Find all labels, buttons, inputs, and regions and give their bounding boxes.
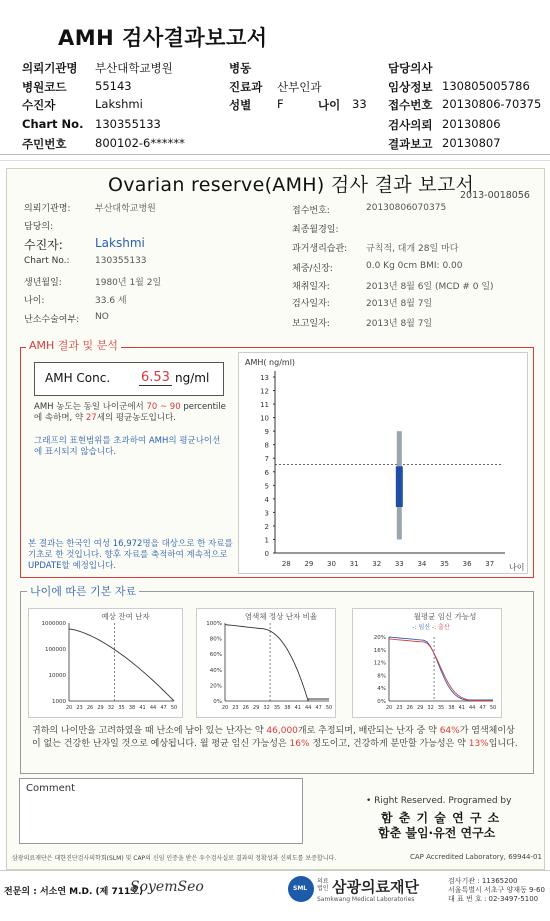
data-source-note: 본 결과는 한국인 여성 16,972명을 대상으로 한 자료를 기초로 한 것입니다. 향후 자료를 축적하여 계속적으로 UPDATE할 예정입니다. bbox=[28, 539, 233, 571]
x-tick-label: 41 bbox=[458, 705, 465, 711]
info-label: 체중/신장: bbox=[292, 264, 333, 274]
amh-value: 6.53 bbox=[141, 370, 170, 385]
x-tick-label: 37 bbox=[485, 560, 495, 568]
y-tick-label: 13 bbox=[260, 374, 269, 382]
y-tick-label: 9 bbox=[264, 428, 269, 437]
header-value: 20130807 bbox=[442, 136, 501, 150]
company-info bbox=[448, 877, 545, 904]
y-tick-label: 100% bbox=[206, 621, 222, 627]
company-info-line: 검사기관 : 11365200 bbox=[448, 877, 518, 885]
info-label: 난소수술여부: bbox=[24, 315, 80, 325]
header-value: 20130806 bbox=[442, 117, 501, 131]
info-value: 1980년 1월 2일 bbox=[95, 278, 162, 288]
y-tick-label: 12 bbox=[260, 387, 269, 396]
x-tick-label: 32 bbox=[372, 560, 382, 568]
amh-result-box bbox=[34, 362, 224, 396]
info-label: 나이: bbox=[24, 296, 45, 306]
header-label: 담당의사 bbox=[388, 61, 433, 75]
header-value: Lakshmi bbox=[95, 97, 143, 111]
y-tick-label: 1000 bbox=[52, 699, 66, 705]
mini-chart-eggs-container bbox=[28, 608, 183, 718]
footer-cap: CAP Accredited Laboratory, 69944-01 bbox=[410, 853, 542, 861]
y-tick-label: 40% bbox=[209, 667, 222, 674]
x-tick-label: 41 bbox=[139, 705, 146, 711]
header-label: 임상정보 bbox=[388, 80, 433, 94]
x-tick-label: 20 bbox=[221, 705, 229, 711]
info-value: Lakshmi bbox=[95, 236, 145, 250]
y-tick-label: 20% bbox=[209, 683, 222, 690]
header-value: 130805005786 bbox=[442, 79, 530, 93]
header-label: Chart No. bbox=[22, 117, 84, 131]
header-label: 병원코드 bbox=[22, 80, 67, 94]
info-label: 의뢰기관명: bbox=[24, 204, 71, 214]
header-label: 결과보고 bbox=[388, 137, 433, 151]
x-axis-label: 나이 bbox=[509, 563, 525, 572]
basic-data-title: 나이에 따른 기본 자료 bbox=[27, 583, 139, 599]
info-label: 최종월경일: bbox=[292, 225, 339, 235]
y-tick-label: 100000 bbox=[45, 647, 66, 653]
header-label: 접수번호 bbox=[388, 98, 433, 112]
info-label: 과거생리습관: bbox=[292, 244, 348, 254]
y-tick-label: 10 bbox=[260, 414, 269, 423]
company-info-line: 대 표 번 호 : 02-3497-5100 bbox=[448, 895, 539, 903]
info-label: 수진자: bbox=[24, 238, 63, 252]
header-label: 의뢰기관명 bbox=[22, 61, 78, 75]
comment-label: Comment bbox=[26, 783, 75, 794]
mini-chart-title: 월평균 임신 가능성 bbox=[413, 612, 477, 621]
x-tick-label: 41 bbox=[294, 705, 301, 711]
x-tick-label: 32 bbox=[427, 705, 434, 711]
amh-chart-container bbox=[238, 352, 528, 574]
info-value: 130355133 bbox=[95, 256, 147, 266]
y-tick-label: 0% bbox=[213, 699, 222, 705]
mini-chart-eggs bbox=[29, 609, 184, 719]
x-tick-label: 35 bbox=[118, 705, 125, 711]
x-tick-label: 44 bbox=[469, 705, 476, 711]
x-tick-label: 44 bbox=[149, 705, 157, 711]
x-tick-label: 35 bbox=[273, 705, 281, 711]
y-axis-label: AMH( ng/ml) bbox=[245, 358, 296, 367]
x-tick-label: 44 bbox=[305, 705, 312, 711]
header-value: 55143 bbox=[95, 79, 132, 93]
basic-summary: 귀하의 나이만을 고려하였을 때 난소에 남아 있는 난자는 약 46,000개로 추정되며, 배란되는 난자 중 약 64%가 염색체이상이 없는 건강한 난자일 것으로 예상됩니다. 월 평균 임신 가능성은 16% 정도이고, 건강하게 분만할 가능성은 약 13%입니다. bbox=[32, 726, 518, 749]
x-tick-label: 47 bbox=[160, 705, 167, 711]
header-value: 800102-6****** bbox=[95, 136, 185, 150]
x-tick-label: 38 bbox=[284, 705, 291, 711]
divider bbox=[0, 160, 550, 161]
x-tick-label: 33 bbox=[394, 560, 404, 568]
info-label: 접수번호: bbox=[292, 206, 330, 216]
y-tick-label: 80% bbox=[209, 636, 222, 643]
info-label: 담당의: bbox=[24, 222, 54, 232]
y-tick-label: 4 bbox=[264, 495, 269, 504]
x-tick-label: 26 bbox=[242, 705, 249, 711]
y-tick-label: 60% bbox=[209, 652, 222, 659]
mini-chart-normal bbox=[197, 609, 337, 719]
normal-line bbox=[225, 625, 329, 701]
comment-box bbox=[19, 778, 303, 844]
y-tick-label: 20% bbox=[373, 635, 386, 641]
x-tick-label: 35 bbox=[440, 560, 449, 568]
info-value: 부산대학교병원 bbox=[95, 204, 156, 214]
company-prefix: 의료 법인 bbox=[317, 878, 329, 892]
info-value: 20130806070375 bbox=[366, 203, 447, 213]
y-tick-label: 1 bbox=[264, 536, 269, 545]
x-tick-label: 38 bbox=[128, 705, 136, 711]
info-value: 33.6 세 bbox=[95, 296, 127, 306]
amh-description-note: 그래프의 표현범위를 초과하여 AMH의 평균나이선에 표시되지 않습니다. bbox=[34, 436, 221, 457]
header-label: 병동 bbox=[229, 61, 252, 75]
header-label: 검사의뢰 bbox=[388, 118, 433, 132]
eggs-line bbox=[69, 629, 174, 701]
legend: -: 임신 -: 출산 bbox=[412, 624, 450, 631]
info-value: 규칙적, 대개 28일 마다 bbox=[366, 244, 459, 254]
x-tick-label: 31 bbox=[349, 560, 359, 568]
header-label: 진료과 bbox=[229, 80, 263, 94]
mini-chart-normal-container bbox=[196, 608, 336, 718]
report-title: Ovarian reserve(AMH) 검사 결과 보고서 bbox=[108, 174, 475, 196]
info-label: Chart No.: bbox=[24, 256, 70, 266]
x-tick-label: 20 bbox=[65, 705, 73, 711]
y-tick-label: 2 bbox=[264, 522, 269, 531]
x-tick-label: 20 bbox=[385, 705, 393, 711]
info-value: 2013년 8월 6일 (MCD # 0 일) bbox=[366, 282, 494, 292]
header-value: 산부인과 bbox=[277, 80, 322, 94]
mini-chart-title: 염색체 정상 난자 비율 bbox=[244, 612, 318, 621]
x-tick-label: 47 bbox=[479, 705, 486, 711]
info-label: 채취일자: bbox=[292, 282, 330, 292]
info-label: 생년월일: bbox=[24, 278, 62, 288]
y-tick-label: 8% bbox=[377, 673, 386, 680]
x-tick-label: 50 bbox=[170, 705, 178, 711]
divider bbox=[0, 154, 550, 155]
lab-name-1: 함 춘 기 술 연 구 소 bbox=[381, 811, 501, 825]
company-english: Samkwang Medical Laboratories bbox=[317, 896, 415, 903]
x-tick-label: 29 bbox=[417, 705, 424, 711]
rights-text: • Right Reserved. Programed by bbox=[366, 796, 512, 806]
y-tick-label: 5 bbox=[264, 482, 269, 491]
mini-chart-title: 예상 잔여 난자 bbox=[101, 612, 150, 621]
lab-name-2: 함춘 불임·유전 연구소 bbox=[378, 826, 496, 840]
y-tick-label: 6 bbox=[264, 468, 269, 477]
x-tick-label: 29 bbox=[253, 705, 260, 711]
x-tick-label: 47 bbox=[315, 705, 322, 711]
x-tick-label: 35 bbox=[437, 705, 445, 711]
amh-label: AMH Conc. bbox=[45, 371, 111, 385]
info-value: NO bbox=[95, 312, 109, 322]
info-value: 2013년 8월 7일 bbox=[366, 299, 433, 309]
doctor-signature: SoyemSeo bbox=[130, 879, 204, 895]
company-info-line: 서울특별시 서초구 양재동 9-60 bbox=[448, 886, 545, 894]
x-tick-label: 36 bbox=[462, 560, 472, 568]
x-tick-label: 28 bbox=[281, 560, 291, 568]
y-tick-label: 4% bbox=[377, 686, 386, 693]
x-tick-label: 50 bbox=[325, 705, 333, 711]
y-tick-label: 11 bbox=[260, 401, 269, 410]
mini-chart-pregnancy-container bbox=[352, 608, 502, 718]
header-label: 수진자 bbox=[22, 98, 56, 112]
amh-description: AMH 농도는 동일 나이군에서 70 ~ 90 percentile에 속하며, 약 27세의 평균농도입니다. bbox=[34, 402, 226, 423]
x-tick-label: 23 bbox=[76, 705, 83, 711]
y-tick-label: 16% bbox=[373, 647, 386, 654]
y-tick-label: 12% bbox=[373, 660, 386, 667]
y-tick-label: 3 bbox=[264, 509, 269, 518]
mini-chart-pregnancy bbox=[353, 609, 503, 719]
header-label: 나이 bbox=[318, 98, 341, 112]
amh-unit: ng/ml bbox=[175, 371, 210, 385]
x-tick-label: 26 bbox=[406, 705, 413, 711]
header-value: 33 bbox=[352, 97, 367, 111]
y-tick-label: 1000000 bbox=[41, 621, 66, 627]
header-value: 130355133 bbox=[95, 117, 161, 131]
header-value: F bbox=[277, 97, 284, 111]
x-tick-label: 32 bbox=[263, 705, 270, 711]
header-value: 부산대학교병원 bbox=[95, 61, 173, 75]
y-tick-label: 10000 bbox=[48, 673, 66, 679]
doctor-name: 전문의 : 서소연 M.D. (제 711호) bbox=[4, 887, 144, 897]
x-tick-label: 30 bbox=[327, 560, 336, 568]
x-tick-label: 29 bbox=[97, 705, 104, 711]
footer-accreditation: 삼광의료재단은 대한진단검사의학회(SLM) 및 CAP의 신임 인증을 받은 우수검사실로 결과의 정확성과 신뢰도를 보증합니다. bbox=[12, 855, 337, 862]
amh-chart bbox=[239, 353, 529, 575]
iqr-bar bbox=[396, 466, 403, 507]
x-tick-label: 23 bbox=[396, 705, 403, 711]
x-tick-label: 29 bbox=[304, 560, 314, 568]
header-label: 주민번호 bbox=[22, 137, 67, 151]
y-tick-label: 7 bbox=[264, 455, 269, 464]
y-tick-label: 0% bbox=[377, 699, 386, 705]
x-tick-label: 38 bbox=[448, 705, 455, 711]
x-tick-label: 50 bbox=[489, 705, 497, 711]
info-value: 0.0 Kg 0cm BMI: 0.00 bbox=[366, 261, 463, 271]
y-tick-label: 8 bbox=[264, 441, 269, 450]
info-value: 2013년 8월 7일 bbox=[366, 319, 433, 329]
company-logo-icon: SML bbox=[288, 876, 314, 902]
info-label: 보고일자: bbox=[292, 319, 330, 329]
x-tick-label: 26 bbox=[86, 705, 94, 711]
company-name: 삼광의료재단 bbox=[332, 878, 419, 896]
report-number: 2013-0018056 bbox=[460, 190, 530, 201]
info-label: 검사일자: bbox=[292, 299, 330, 309]
x-tick-label: 32 bbox=[107, 705, 115, 711]
header-value: 20130806-70375 bbox=[442, 97, 542, 111]
page-title: AMH 검사결과보고서 bbox=[58, 26, 268, 50]
header-label: 성별 bbox=[229, 98, 252, 112]
y-tick-label: 0 bbox=[264, 550, 269, 558]
divider bbox=[0, 870, 550, 871]
x-tick-label: 23 bbox=[232, 705, 239, 711]
amh-section-title: AMH 결과 및 분석 bbox=[26, 337, 121, 353]
x-tick-label: 34 bbox=[417, 560, 427, 568]
